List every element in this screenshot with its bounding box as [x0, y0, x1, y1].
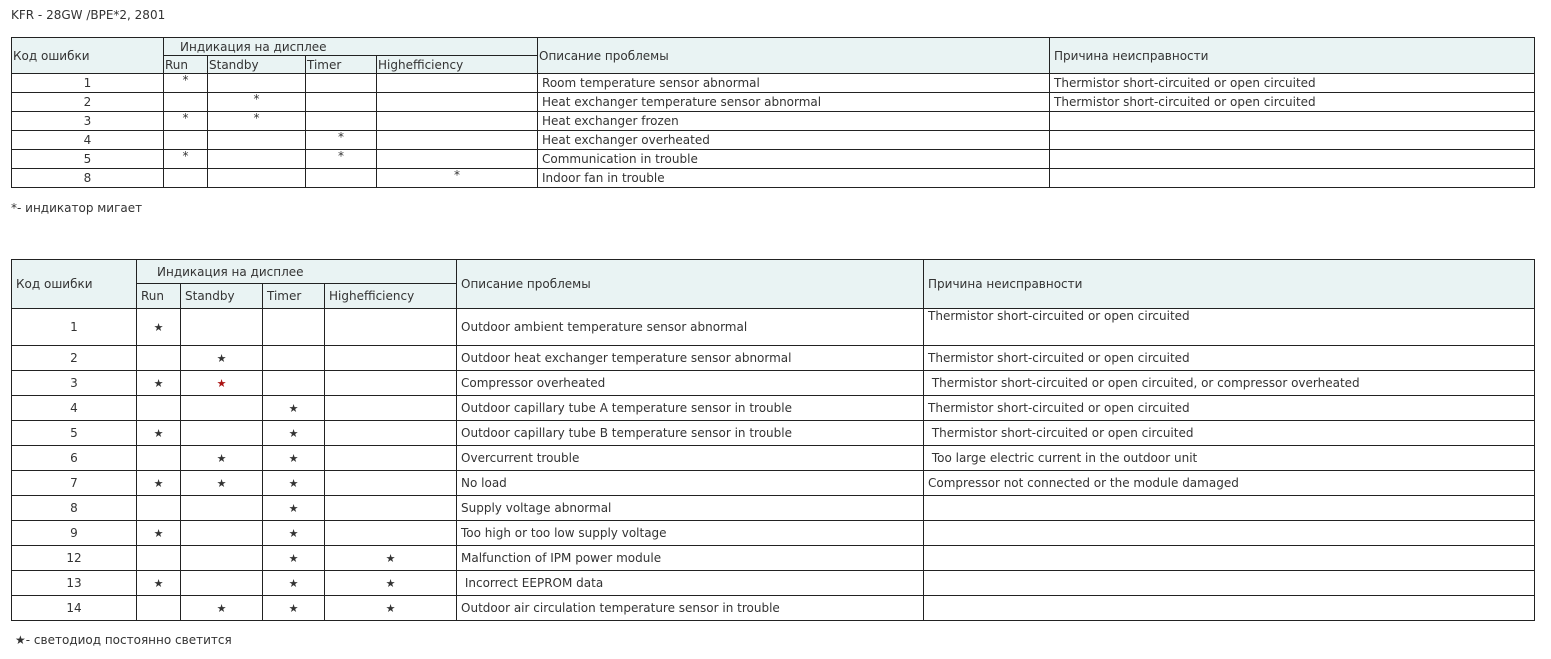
cause-cell — [924, 371, 1535, 396]
error-code-cell — [12, 309, 137, 346]
indicator-run-cell — [137, 371, 181, 396]
indicator-standby-cell — [181, 421, 263, 446]
indicator-high-cell — [325, 396, 457, 421]
description-cell — [457, 371, 924, 396]
indicator-high-cell — [325, 596, 457, 621]
indicator-run-cell — [137, 496, 181, 521]
cause-cell — [1050, 150, 1535, 169]
page-title: KFR - 28GW /BPE*2, 2801 — [11, 8, 166, 22]
table-row — [12, 546, 1535, 571]
cause-cell — [924, 571, 1535, 596]
error-code: 3 — [83, 114, 92, 128]
indicator-timer-cell — [306, 169, 377, 188]
indicator-high-cell — [325, 521, 457, 546]
star-indicator: ★ — [288, 527, 299, 540]
indicator-run-cell — [137, 521, 181, 546]
cause-text: Thermistor short-circuited or open circuited, or compressor overheated — [928, 376, 1360, 390]
header-cause: Причина неисправности — [1050, 38, 1535, 74]
description-text: No load — [461, 476, 507, 490]
error-code-cell — [12, 421, 137, 446]
indicator-run-cell — [164, 131, 208, 150]
error-code-cell — [12, 571, 137, 596]
cause-cell — [1050, 169, 1535, 188]
indicator-timer-cell — [306, 112, 377, 131]
asterisk-indicator: * — [338, 130, 344, 144]
error-code: 3 — [70, 376, 78, 390]
footnote-blinking: *- индикатор мигает — [11, 201, 143, 215]
cause-cell — [924, 446, 1535, 471]
table-row — [12, 169, 1535, 188]
header-description: Описание проблемы — [538, 38, 1050, 74]
error-code: 2 — [70, 351, 78, 365]
indicator-high-cell — [377, 112, 538, 131]
indicator-standby-cell — [181, 396, 263, 421]
indicator-standby-cell — [208, 131, 306, 150]
cause-cell — [924, 546, 1535, 571]
error-code: 4 — [83, 133, 92, 147]
header-display: Индикация на дисплее — [137, 260, 457, 284]
cause-text: Thermistor short-circuited or open circuited — [1054, 95, 1316, 109]
table-row — [12, 421, 1535, 446]
table-row — [12, 150, 1535, 169]
table-row — [12, 131, 1535, 150]
description-text: Outdoor ambient temperature sensor abnormal — [461, 320, 748, 334]
indicator-standby-cell — [181, 546, 263, 571]
star-indicator: ★ — [216, 377, 227, 390]
error-code-cell — [12, 446, 137, 471]
table-row — [12, 396, 1535, 421]
table-row — [12, 446, 1535, 471]
star-indicator: ★ — [385, 577, 396, 590]
description-cell — [457, 521, 924, 546]
cause-text: Thermistor short-circuited or open circuited — [928, 426, 1194, 440]
error-code: 13 — [66, 576, 82, 590]
header-code: Код ошибки — [12, 38, 164, 74]
table-body — [12, 74, 1535, 188]
error-code: 9 — [70, 526, 78, 540]
indicator-timer-cell — [306, 74, 377, 93]
description-cell — [538, 131, 1050, 150]
table-row — [12, 346, 1535, 371]
description-text: Overcurrent trouble — [461, 451, 580, 465]
error-code: 8 — [83, 171, 92, 185]
indicator-timer-cell — [263, 471, 325, 496]
indicator-high-cell — [325, 446, 457, 471]
description-text: Heat exchanger temperature sensor abnormal — [542, 95, 822, 109]
cause-text: Compressor not connected or the module damaged — [928, 476, 1239, 490]
error-code-cell — [12, 471, 137, 496]
star-indicator: ★ — [153, 427, 164, 440]
indicator-timer-cell — [263, 346, 325, 371]
indicator-run-cell — [164, 112, 208, 131]
header-run: Run — [164, 56, 208, 74]
description-text: Room temperature sensor abnormal — [542, 76, 760, 90]
header-timer: Timer — [306, 56, 377, 74]
indicator-run-cell — [137, 571, 181, 596]
error-code-cell — [12, 596, 137, 621]
error-code-cell — [12, 150, 164, 169]
indicator-timer-cell — [263, 309, 325, 346]
indicator-timer-cell — [306, 93, 377, 112]
indicator-run-cell — [137, 346, 181, 371]
indicator-high-cell — [377, 169, 538, 188]
description-text: Indoor fan in trouble — [542, 171, 665, 185]
asterisk-indicator: * — [338, 149, 344, 163]
table-row — [12, 309, 1535, 346]
star-indicator: ★ — [385, 552, 396, 565]
error-code: 8 — [70, 501, 78, 515]
table-row — [12, 571, 1535, 596]
asterisk-indicator: * — [253, 111, 260, 125]
star-indicator: ★ — [153, 377, 164, 390]
indicator-timer-cell — [263, 396, 325, 421]
cause-text: Thermistor short-circuited or open circuited — [928, 309, 1190, 323]
star-indicator: ★ — [216, 602, 227, 615]
error-code-cell — [12, 93, 164, 112]
indicator-timer-cell — [263, 446, 325, 471]
table-row — [12, 74, 1535, 93]
error-code: 7 — [70, 476, 78, 490]
star-indicator: ★ — [153, 527, 164, 540]
indicator-high-cell — [377, 131, 538, 150]
error-code: 5 — [70, 426, 78, 440]
error-code-cell — [12, 74, 164, 93]
asterisk-indicator: * — [253, 92, 260, 106]
footnote-steady: ★- светодиод постоянно светится — [15, 633, 232, 647]
star-indicator: ★ — [385, 602, 396, 615]
indicator-standby-cell — [208, 169, 306, 188]
star-indicator: ★ — [288, 577, 299, 590]
indicator-high-cell — [377, 93, 538, 112]
star-indicator: ★ — [216, 452, 227, 465]
cause-text: Too large electric current in the outdoor unit — [928, 451, 1198, 465]
description-text: Outdoor air circulation temperature sensor in trouble — [461, 601, 780, 615]
table-row — [12, 93, 1535, 112]
indicator-run-cell — [137, 446, 181, 471]
indicator-standby-cell — [208, 93, 306, 112]
description-cell — [457, 396, 924, 421]
error-code: 1 — [83, 76, 92, 90]
indicator-run-cell — [164, 74, 208, 93]
error-code-cell — [12, 371, 137, 396]
indicator-high-cell — [325, 471, 457, 496]
indicator-standby-cell — [181, 346, 263, 371]
error-code: 6 — [70, 451, 78, 465]
indicator-run-cell — [164, 150, 208, 169]
indicator-high-cell — [325, 546, 457, 571]
indicator-standby-cell — [181, 371, 263, 396]
indicator-high-cell — [325, 421, 457, 446]
description-cell — [538, 93, 1050, 112]
star-indicator: ★ — [288, 602, 299, 615]
cause-cell — [1050, 131, 1535, 150]
indicator-high-cell — [325, 371, 457, 396]
cause-text: Thermistor short-circuited or open circuited — [928, 401, 1190, 415]
indicator-timer-cell — [263, 521, 325, 546]
description-cell — [538, 112, 1050, 131]
description-text: Outdoor capillary tube A temperature sensor in trouble — [461, 401, 792, 415]
error-table-outdoor — [11, 259, 1535, 621]
table-row — [12, 496, 1535, 521]
asterisk-indicator: * — [454, 168, 460, 182]
error-code-cell — [12, 112, 164, 131]
cause-cell — [924, 309, 1535, 346]
header-highefficiency: Highefficiency — [377, 56, 538, 74]
error-code: 4 — [70, 401, 78, 415]
description-text: Outdoor heat exchanger temperature sensor abnormal — [461, 351, 792, 365]
description-cell — [457, 546, 924, 571]
indicator-run-cell — [137, 396, 181, 421]
header-code: Код ошибки — [12, 260, 137, 309]
indicator-standby-cell — [181, 446, 263, 471]
cause-cell — [924, 596, 1535, 621]
header-standby: Standby — [181, 284, 263, 309]
cause-cell — [924, 521, 1535, 546]
indicator-standby-cell — [208, 150, 306, 169]
cause-cell — [1050, 74, 1535, 93]
indicator-timer-cell — [306, 150, 377, 169]
indicator-standby-cell — [181, 309, 263, 346]
indicator-standby-cell — [181, 596, 263, 621]
indicator-standby-cell — [181, 521, 263, 546]
error-code-cell — [12, 396, 137, 421]
star-indicator: ★ — [216, 477, 227, 490]
header-standby: Standby — [208, 56, 306, 74]
description-cell — [457, 471, 924, 496]
error-code-cell — [12, 546, 137, 571]
error-code-cell — [12, 169, 164, 188]
indicator-run-cell — [137, 546, 181, 571]
table-body — [12, 309, 1535, 621]
star-indicator: ★ — [216, 352, 227, 365]
indicator-high-cell — [377, 74, 538, 93]
description-cell — [457, 571, 924, 596]
asterisk-indicator: * — [182, 73, 189, 87]
error-code: 5 — [83, 152, 92, 166]
asterisk-indicator: * — [182, 111, 189, 125]
indicator-run-cell — [164, 169, 208, 188]
error-code: 12 — [66, 551, 82, 565]
description-cell — [457, 446, 924, 471]
description-text: Communication in trouble — [542, 152, 698, 166]
table-row — [12, 471, 1535, 496]
star-indicator: ★ — [153, 577, 164, 590]
error-code-cell — [12, 496, 137, 521]
description-cell — [457, 421, 924, 446]
cause-cell — [924, 471, 1535, 496]
error-code-cell — [12, 346, 137, 371]
table-row — [12, 112, 1535, 131]
star-indicator: ★ — [288, 452, 299, 465]
error-code: 2 — [83, 95, 92, 109]
indicator-timer-cell — [263, 546, 325, 571]
indicator-standby-cell — [208, 74, 306, 93]
indicator-timer-cell — [263, 371, 325, 396]
indicator-timer-cell — [263, 596, 325, 621]
star-indicator: ★ — [288, 502, 299, 515]
cause-cell — [924, 496, 1535, 521]
table-row — [12, 521, 1535, 546]
star-indicator: ★ — [153, 477, 164, 490]
error-code-cell — [12, 521, 137, 546]
description-cell — [538, 74, 1050, 93]
description-text: Incorrect EEPROM data — [461, 576, 604, 590]
header-run: Run — [137, 284, 181, 309]
header-timer: Timer — [263, 284, 325, 309]
description-cell — [457, 596, 924, 621]
description-text: Too high or too low supply voltage — [461, 526, 667, 540]
indicator-timer-cell — [306, 131, 377, 150]
cause-cell — [1050, 93, 1535, 112]
indicator-high-cell — [325, 571, 457, 596]
indicator-high-cell — [325, 496, 457, 521]
indicator-timer-cell — [263, 571, 325, 596]
table-row — [12, 596, 1535, 621]
table-row — [12, 371, 1535, 396]
header-description: Описание проблемы — [457, 260, 924, 309]
cause-cell — [924, 346, 1535, 371]
asterisk-indicator: * — [182, 149, 189, 163]
indicator-standby-cell — [181, 471, 263, 496]
description-cell — [457, 346, 924, 371]
indicator-standby-cell — [181, 496, 263, 521]
indicator-standby-cell — [181, 571, 263, 596]
indicator-timer-cell — [263, 421, 325, 446]
description-cell — [538, 150, 1050, 169]
error-code-cell — [12, 131, 164, 150]
indicator-run-cell — [137, 596, 181, 621]
description-text: Outdoor capillary tube B temperature sensor in trouble — [461, 426, 792, 440]
indicator-high-cell — [377, 150, 538, 169]
description-cell — [538, 169, 1050, 188]
header-display: Индикация на дисплее — [164, 38, 538, 56]
error-code: 1 — [70, 320, 78, 334]
star-indicator: ★ — [288, 552, 299, 565]
star-indicator: ★ — [153, 321, 164, 334]
description-text: Heat exchanger frozen — [542, 114, 679, 128]
description-text: Heat exchanger overheated — [542, 133, 710, 147]
indicator-run-cell — [164, 93, 208, 112]
description-text: Compressor overheated — [461, 376, 606, 390]
header-cause: Причина неисправности — [924, 260, 1535, 309]
description-text: Supply voltage abnormal — [461, 501, 612, 515]
cause-text: Thermistor short-circuited or open circuited — [928, 351, 1190, 365]
cause-cell — [924, 396, 1535, 421]
indicator-timer-cell — [263, 496, 325, 521]
error-code: 14 — [66, 601, 82, 615]
header-highefficiency: Highefficiency — [325, 284, 457, 309]
indicator-high-cell — [325, 346, 457, 371]
cause-cell — [924, 421, 1535, 446]
cause-text: Thermistor short-circuited or open circuited — [1054, 76, 1316, 90]
description-cell — [457, 496, 924, 521]
description-text: Malfunction of IPM power module — [461, 551, 662, 565]
cause-cell — [1050, 112, 1535, 131]
error-table-indoor — [11, 37, 1535, 188]
indicator-run-cell — [137, 421, 181, 446]
indicator-standby-cell — [208, 112, 306, 131]
indicator-run-cell — [137, 471, 181, 496]
star-indicator: ★ — [288, 477, 299, 490]
indicator-run-cell — [137, 309, 181, 346]
description-cell — [457, 309, 924, 346]
star-indicator: ★ — [288, 427, 299, 440]
star-indicator: ★ — [288, 402, 299, 415]
indicator-high-cell — [325, 309, 457, 346]
